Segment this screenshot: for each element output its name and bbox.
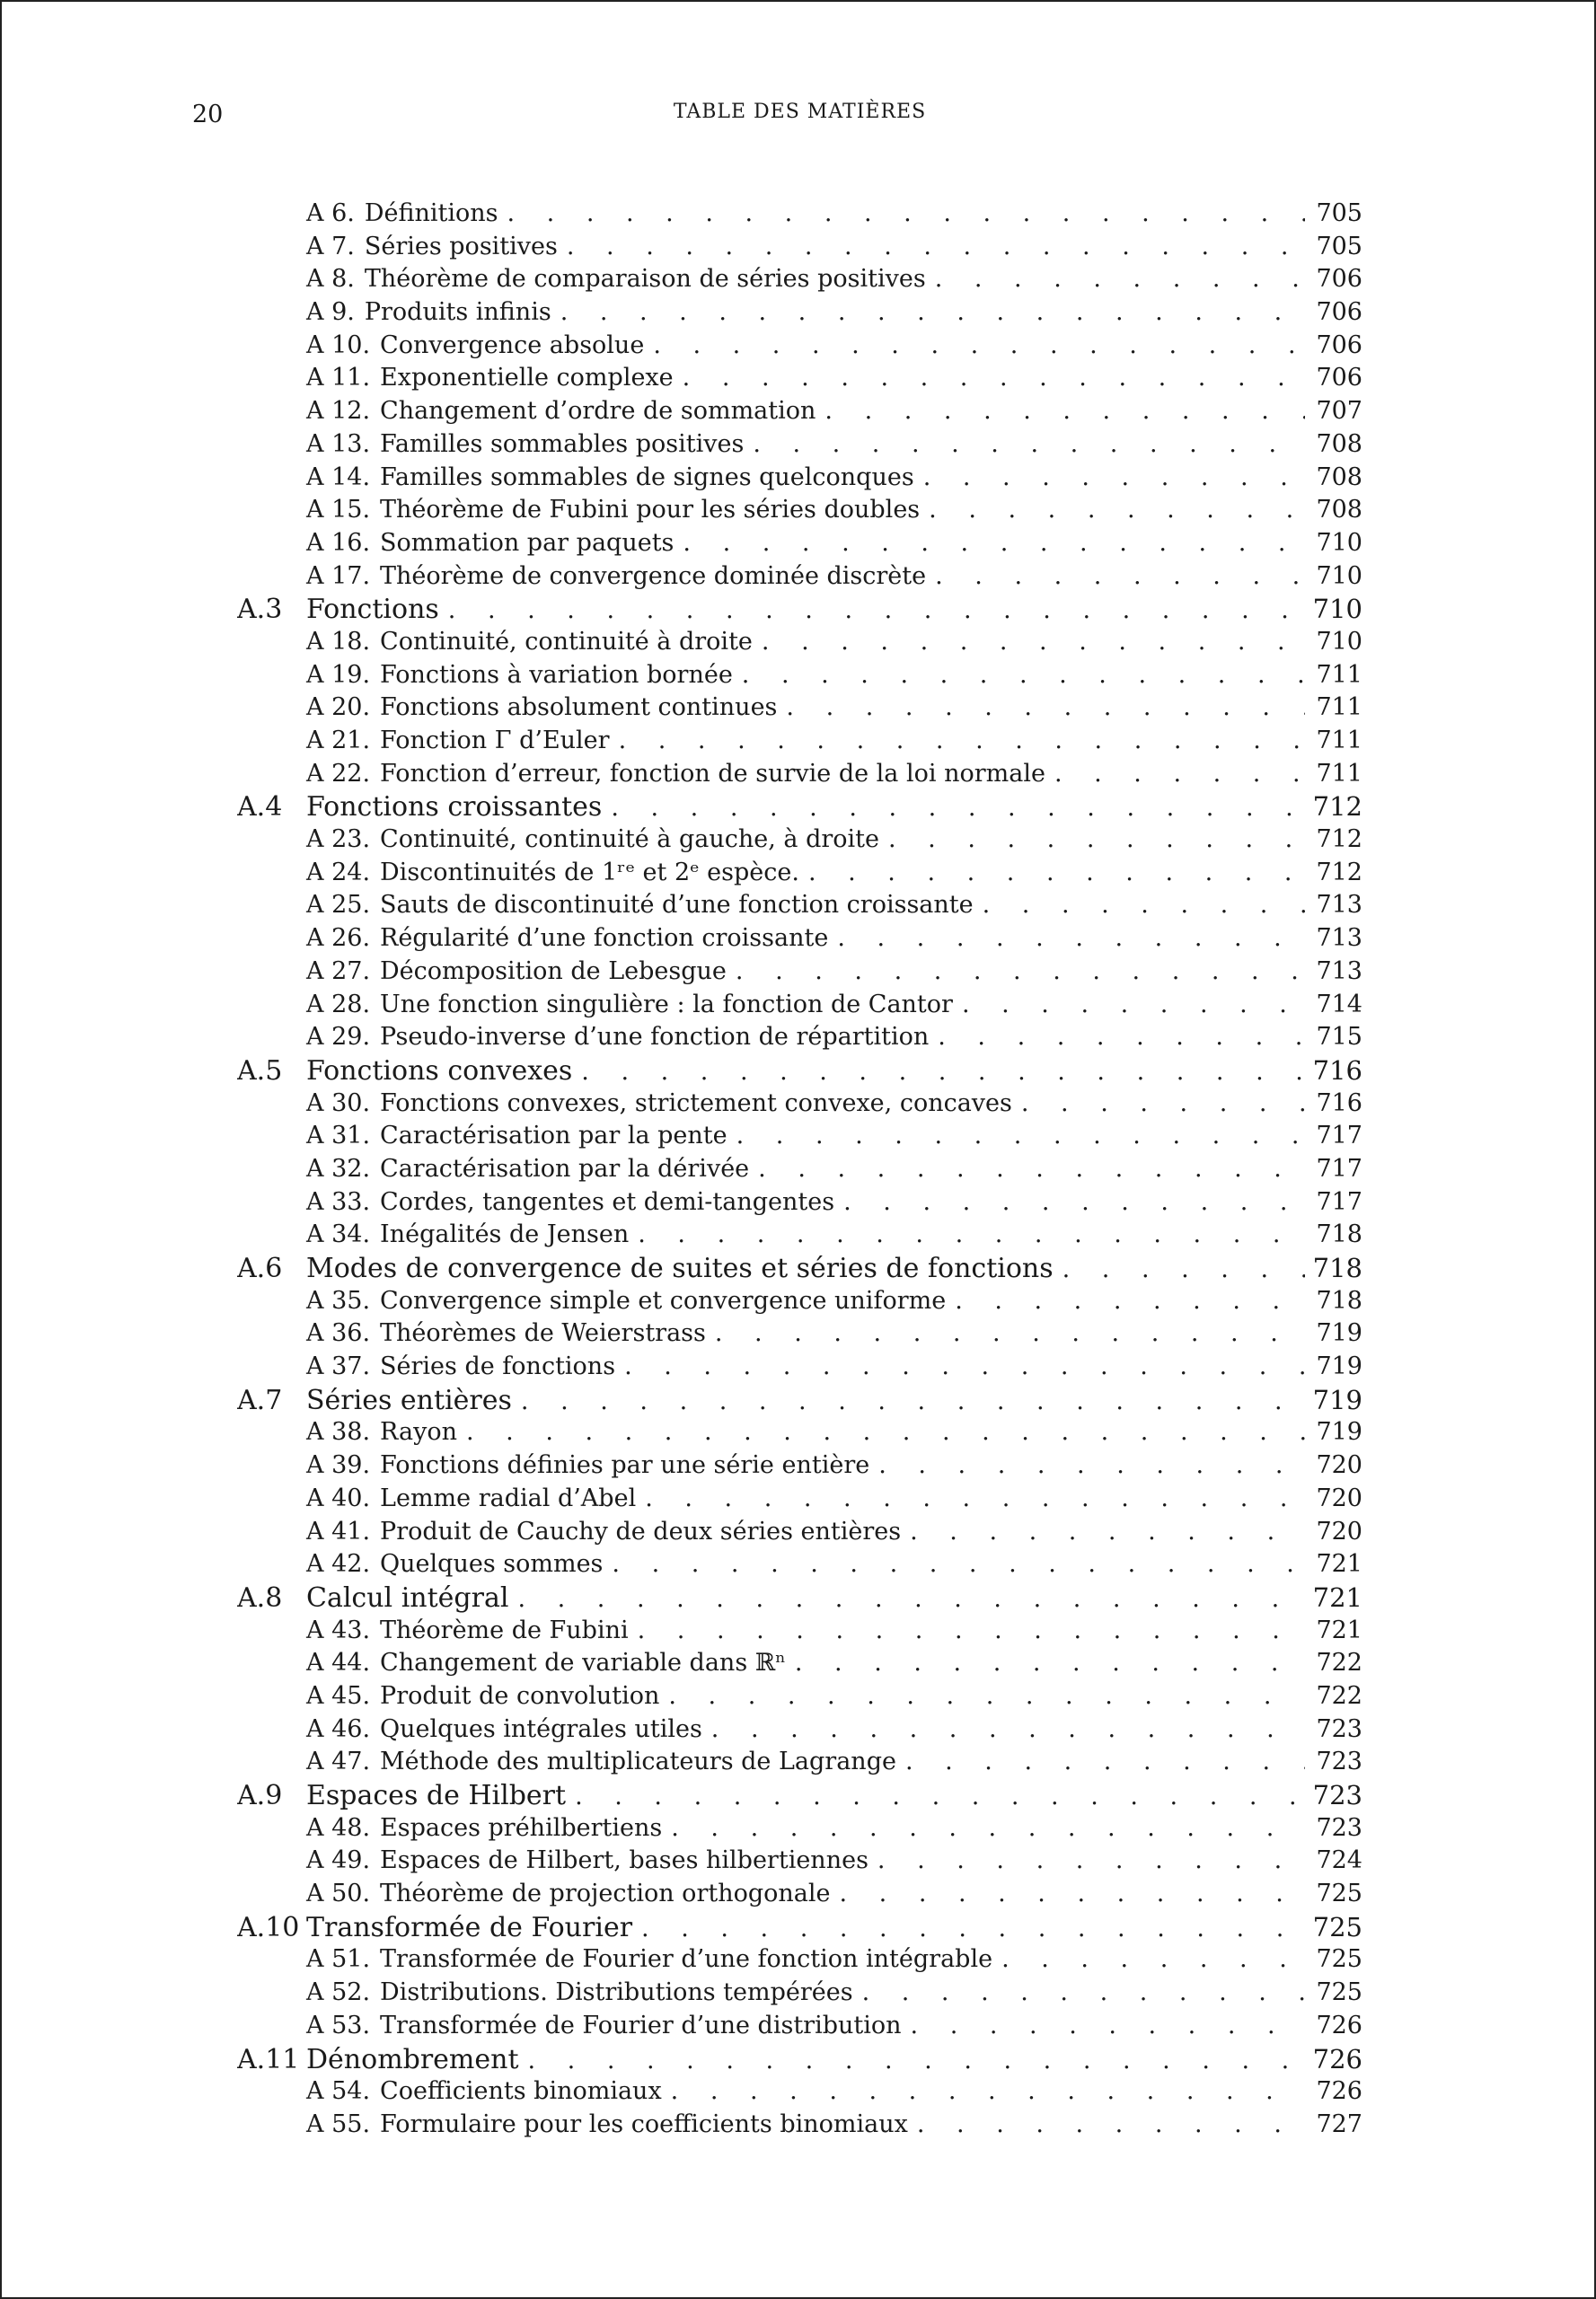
entry-page-number: 718 [1312,1253,1362,1283]
entry-page-number: 716 [1312,1054,1362,1086]
entry-number: A 44. [306,1649,371,1678]
dot-leader [758,1153,1305,1186]
entry-title: Familles sommables positives [380,429,745,458]
dot-leader [888,824,1305,857]
entry-number: A 20. [306,693,371,722]
entry-title: Convergence simple et convergence uniforme [380,1286,947,1315]
dot-leader [753,428,1305,462]
entry-title: Fonctions convexes, strictement convexe, concaves [380,1088,1012,1117]
entry-title: Produits infinis [364,298,551,327]
entry-number: A 32. [306,1154,371,1183]
entry-title: Théorème de Fubini [380,1616,629,1644]
dot-leader [877,1845,1305,1878]
entry-page-number: 718 [1316,1286,1362,1315]
dot-leader [715,1317,1305,1351]
entry-page-number: 707 [1316,397,1362,426]
entry-title: Caractérisation par la pente [380,1122,727,1150]
dot-leader [668,1680,1305,1713]
entry-number: A 41. [306,1517,371,1546]
dot-leader [910,1516,1305,1549]
entry-page-number: 705 [1316,199,1362,227]
entry-page-number: 722 [1316,1681,1362,1710]
entry-number: A 47. [306,1748,371,1776]
toc-section-entry [237,1384,1362,1417]
toc-subsection-entry [237,691,1362,725]
toc-subsection-entry [237,922,1362,956]
toc-subsection-entry [237,1285,1362,1318]
entry-title: Sommation par paquets [380,528,675,557]
toc-subsection-entry [237,1516,1362,1549]
entry-title: Transformée de Fourier d’une distribution [380,2011,902,2039]
entry-page-number: 717 [1316,1187,1362,1216]
toc-subsection-entry [237,1351,1362,1384]
dot-leader [736,1120,1305,1153]
entry-page-number: 710 [1312,594,1362,625]
toc-subsection-entry [237,626,1362,659]
entry-number: A 37. [306,1352,371,1381]
toc-subsection-entry [237,659,1362,692]
entry-title: Coefficients binomiaux [380,2077,662,2106]
entry-title: Quelques intégrales utiles [380,1714,702,1743]
entry-number: A.9 [237,1780,283,1811]
entry-page-number: 723 [1316,1813,1362,1842]
dot-leader [581,1056,1305,1088]
dot-leader [619,725,1305,758]
dot-leader [611,792,1305,824]
entry-page-number: 710 [1316,561,1362,590]
entry-number: A.5 [237,1054,283,1087]
entry-number: A 12. [306,397,371,426]
entry-number: A 33. [306,1187,371,1216]
entry-number: A 26. [306,924,371,953]
dot-leader [521,1386,1305,1417]
entry-number: A 51. [306,1945,371,1974]
toc-subsection-entry [237,758,1362,791]
dot-leader [786,691,1305,725]
toc-subsection-entry [237,231,1362,264]
dot-leader [808,857,1305,890]
entry-title: Fonctions définies par une série entière [380,1451,870,1480]
entry-page-number: 706 [1316,330,1362,359]
entry-title: Espaces de Hilbert, bases hilbertiennes [380,1846,869,1875]
entry-title: Familles sommables de signes quelconques [380,462,914,491]
entry-title: Définitions [364,199,498,227]
entry-number: A 10. [306,330,371,359]
entry-number: A 30. [306,1088,371,1117]
toc-subsection-entry [237,2010,1362,2043]
entry-title: Pseudo-inverse d’une fonction de répartition [380,1023,930,1052]
toc-section-entry [237,1252,1362,1285]
dot-leader [683,527,1305,560]
dot-leader [929,494,1305,527]
toc-subsection-entry [237,462,1362,495]
entry-number: A 39. [306,1451,371,1480]
entry-number: A 11. [306,364,371,392]
entry-page-number: 712 [1312,791,1362,823]
toc-subsection-entry [237,494,1362,527]
entry-page-number: 713 [1316,891,1362,920]
toc-subsection-entry [237,362,1362,395]
entry-number: A 50. [306,1880,371,1908]
entry-page-number: 724 [1316,1846,1362,1875]
entry-number: A 53. [306,2011,371,2039]
entry-number: A 9. [306,298,355,327]
toc-subsection-entry [237,725,1362,758]
entry-number: A 19. [306,660,371,689]
entry-page-number: 725 [1312,1911,1362,1942]
dot-leader [653,330,1305,363]
entry-page-number: 708 [1316,429,1362,458]
entry-page-number: 711 [1316,727,1362,754]
entry-page-number: 712 [1316,825,1362,854]
dot-leader [638,1219,1305,1252]
toc-subsection-entry [237,889,1362,922]
entry-number: A 7. [306,232,355,260]
entry-number: A.8 [237,1581,283,1614]
entry-title: Produit de Cauchy de deux séries entières [380,1517,902,1546]
entry-title: Modes de convergence de suites et séries de fonctions [306,1253,1054,1284]
entry-number: A 13. [306,429,371,458]
toc-subsection-entry [237,1812,1362,1845]
entry-title: Espaces préhilbertiens [380,1813,663,1842]
running-title: TABLE DES MATIÈRES [673,101,927,123]
entry-number: A 15. [306,496,371,524]
toc-subsection-entry [237,2109,1362,2142]
entry-page-number: 726 [1316,2077,1362,2106]
entry-title: Fonctions absolument continues [380,693,778,722]
toc-subsection-entry [237,330,1362,363]
entry-title: Décomposition de Lebesgue [380,956,727,985]
entry-title: Une fonction singulière : la fonction de Cantor [380,990,953,1018]
entry-page-number: 721 [1316,1550,1362,1579]
toc-subsection-entry [237,198,1362,231]
toc-subsection-entry [237,1317,1362,1351]
toc-section-entry [237,1054,1362,1088]
entry-title: Discontinuités de 1ʳᵉ et 2ᵉ espèce. [380,858,799,886]
dot-leader [645,1483,1305,1516]
entry-title: Espaces de Hilbert [306,1780,567,1811]
entry-page-number: 721 [1316,1616,1362,1644]
entry-number: A 55. [306,2110,371,2138]
dot-leader [935,560,1305,594]
dot-leader [742,659,1305,692]
entry-title: Caractérisation par la dérivée [380,1154,750,1183]
entry-number: A 52. [306,1978,371,2007]
entry-page-number: 727 [1316,2110,1362,2138]
entry-title: Fonctions convexes [306,1054,573,1087]
dot-leader [736,956,1305,989]
entry-number: A 27. [306,956,371,985]
entry-number: A 14. [306,462,371,491]
dot-leader [917,2109,1305,2142]
toc-subsection-entry [237,1416,1362,1449]
entry-page-number: 720 [1316,1484,1362,1512]
toc-subsection-entry [237,1120,1362,1153]
toc-section-entry [237,1911,1362,1944]
entry-number: A 35. [306,1286,371,1315]
toc-subsection-entry [237,989,1362,1022]
entry-title: Séries entières [306,1384,512,1416]
dot-leader [575,1781,1305,1812]
dot-leader [466,1416,1305,1449]
entry-number: A 46. [306,1714,371,1743]
entry-number: A 21. [306,727,371,754]
toc-section-entry [237,790,1362,824]
entry-number: A 28. [306,990,371,1018]
entry-title: Formulaire pour les coefficients binomiaux [380,2110,908,2138]
entry-number: A 31. [306,1122,371,1150]
toc-subsection-entry [237,296,1362,330]
entry-page-number: 711 [1316,693,1362,722]
entry-number: A.10 [237,1911,300,1943]
entry-page-number: 722 [1316,1649,1362,1678]
entry-number: A.3 [237,594,283,626]
entry-title: Changement d’ordre de sommation [380,397,816,426]
dot-leader [911,2010,1305,2043]
entry-page-number: 717 [1316,1154,1362,1183]
page-number: 20 [192,101,224,128]
toc-subsection-entry [237,1548,1362,1581]
entry-title: Inégalités de Jensen [380,1220,630,1249]
toc-subsection-entry [237,1746,1362,1779]
entry-page-number: 713 [1316,956,1362,985]
entry-number: A 48. [306,1813,371,1842]
entry-number: A 38. [306,1418,371,1447]
entry-page-number: 714 [1316,990,1362,1018]
toc-subsection-entry [237,1647,1362,1680]
entry-page-number: 708 [1316,496,1362,524]
entry-title: Séries positives [364,232,558,260]
toc-subsection-entry [237,956,1362,989]
entry-title: Fonctions croissantes [306,791,603,824]
toc-subsection-entry [237,527,1362,560]
dot-leader [683,362,1305,395]
toc-subsection-entry [237,1449,1362,1483]
toc-subsection-entry [237,395,1362,428]
dot-leader [905,1746,1305,1779]
entry-page-number: 711 [1316,660,1362,689]
toc-subsection-entry [237,1021,1362,1054]
entry-number: A 8. [306,265,355,294]
toc-subsection-entry [237,857,1362,890]
entry-number: A.11 [237,2043,300,2075]
dot-leader [795,1647,1305,1680]
entry-page-number: 710 [1316,627,1362,656]
entry-number: A 23. [306,825,371,854]
dot-leader [1063,1254,1305,1285]
entry-page-number: 705 [1316,232,1362,260]
dot-leader [923,462,1305,495]
entry-page-number: 706 [1316,298,1362,327]
dot-leader [507,198,1306,231]
entry-page-number: 723 [1312,1780,1362,1810]
entry-page-number: 725 [1316,1978,1362,2007]
entry-title: Exponentielle complexe [380,364,674,392]
dot-leader [517,1583,1305,1615]
toc-section-entry [237,1779,1362,1812]
dot-leader [1021,1088,1305,1121]
entry-title: Transformée de Fourier d’une fonction intégrable [380,1945,993,1974]
entry-title: Lemme radial d’Abel [380,1484,637,1512]
dot-leader [862,1977,1305,2010]
dot-leader [955,1285,1305,1318]
entry-number: A 6. [306,199,355,227]
entry-page-number: 720 [1316,1517,1362,1546]
entry-title: Théorème de convergence dominée discrète [380,561,927,590]
toc-subsection-entry [237,1845,1362,1878]
entry-page-number: 719 [1316,1418,1362,1447]
entry-number: A 40. [306,1484,371,1512]
entry-page-number: 706 [1316,265,1362,294]
entry-title: Continuité, continuité à droite [380,627,753,656]
dot-leader [448,595,1305,626]
dot-leader [638,1615,1305,1648]
entry-title: Calcul intégral [306,1581,509,1614]
entry-number: A 25. [306,891,371,920]
toc-section-entry [237,1581,1362,1615]
entry-page-number: 711 [1316,759,1362,788]
entry-title: Méthode des multiplicateurs de Lagrange [380,1748,896,1776]
dot-leader [671,1812,1305,1845]
dot-leader [938,1021,1305,1054]
entry-number: A 18. [306,627,371,656]
dot-leader [962,989,1305,1022]
entry-page-number: 717 [1316,1122,1362,1150]
entry-title: Fonction d’erreur, fonction de survie de la loi normale [380,759,1045,788]
entry-title: Fonctions [306,594,439,626]
dot-leader [641,1913,1305,1944]
entry-number: A 22. [306,759,371,788]
entry-number: A 34. [306,1220,371,1249]
entry-title: Continuité, continuité à gauche, à droite [380,825,879,854]
entry-number: A 54. [306,2077,371,2106]
entry-page-number: 726 [1312,2043,1362,2074]
toc-subsection-entry [237,560,1362,594]
entry-page-number: 716 [1316,1088,1362,1117]
toc-subsection-entry [237,2075,1362,2109]
entry-title: Régularité d’une fonction croissante [380,924,829,953]
dot-leader [824,395,1305,428]
toc-subsection-entry [237,1088,1362,1121]
entry-title: Fonction Γ d’Euler [380,727,610,754]
entry-number: A 29. [306,1023,371,1052]
toc-subsection-entry [237,1615,1362,1648]
table-of-contents [237,198,1362,2142]
entry-page-number: 723 [1316,1748,1362,1776]
toc-subsection-entry [237,1977,1362,2010]
entry-title: Séries de fonctions [380,1352,616,1381]
entry-page-number: 706 [1316,364,1362,392]
entry-number: A.4 [237,791,283,824]
dot-leader [983,889,1305,922]
dot-leader [878,1449,1305,1483]
dot-leader [839,1878,1305,1911]
entry-title: Quelques sommes [380,1550,604,1579]
entry-page-number: 710 [1316,528,1362,557]
entry-page-number: 719 [1316,1319,1362,1348]
entry-number: A 17. [306,561,371,590]
toc-subsection-entry [237,1219,1362,1252]
toc-section-entry [237,593,1362,626]
toc-subsection-entry [237,1713,1362,1747]
entry-title: Cordes, tangentes et demi-tangentes [380,1187,835,1216]
entry-title: Produit de convolution [380,1681,660,1710]
toc-subsection-entry [237,1483,1362,1516]
dot-leader [837,922,1305,956]
dot-leader [624,1351,1305,1384]
dot-leader [567,231,1305,264]
dot-leader [843,1186,1305,1220]
entry-number: A 45. [306,1681,371,1710]
dot-leader [1054,758,1305,791]
entry-title: Théorème de Fubini pour les séries doubles [380,496,921,524]
entry-number: A.6 [237,1253,283,1284]
toc-subsection-entry [237,824,1362,857]
entry-title: Changement de variable dans ℝⁿ [380,1649,786,1678]
entry-title: Distributions. Distributions tempérées [380,1978,853,2007]
toc-section-entry [237,2043,1362,2076]
dot-leader [762,626,1305,659]
entry-page-number: 720 [1316,1451,1362,1480]
dot-leader [560,296,1305,330]
entry-page-number: 715 [1316,1023,1362,1052]
entry-page-number: 708 [1316,462,1362,491]
entry-title: Rayon [380,1418,457,1447]
dot-leader [671,2075,1305,2109]
entry-page-number: 719 [1316,1352,1362,1381]
entry-page-number: 719 [1312,1384,1362,1415]
toc-subsection-entry [237,428,1362,462]
dot-leader [1001,1943,1305,1977]
entry-number: A.7 [237,1384,283,1416]
entry-page-number: 726 [1316,2011,1362,2039]
entry-title: Fonctions à variation bornée [380,660,733,689]
entry-number: A 36. [306,1319,371,1348]
entry-page-number: 725 [1316,1945,1362,1974]
toc-subsection-entry [237,263,1362,296]
entry-number: A 42. [306,1550,371,1579]
entry-page-number: 723 [1316,1714,1362,1743]
entry-number: A 16. [306,528,371,557]
entry-page-number: 725 [1316,1880,1362,1908]
entry-number: A 24. [306,858,371,886]
toc-subsection-entry [237,1943,1362,1977]
toc-subsection-entry [237,1186,1362,1220]
entry-page-number: 718 [1316,1220,1362,1249]
entry-title: Transformée de Fourier [306,1911,633,1943]
entry-page-number: 712 [1316,858,1362,886]
dot-leader [711,1713,1305,1747]
dot-leader [528,2045,1305,2076]
entry-page-number: 713 [1316,924,1362,953]
toc-subsection-entry [237,1153,1362,1186]
entry-title: Convergence absolue [380,330,645,359]
entry-title: Théorème de comparaison de séries positives [364,265,926,294]
dot-leader [612,1548,1305,1581]
entry-number: A 49. [306,1846,371,1875]
entry-title: Théorème de projection orthogonale [380,1880,831,1908]
toc-subsection-entry [237,1680,1362,1713]
entry-title: Sauts de discontinuité d’une fonction croissante [380,891,974,920]
toc-subsection-entry [237,1878,1362,1911]
dot-leader [935,263,1305,296]
entry-page-number: 721 [1312,1581,1362,1613]
entry-title: Dénombrement [306,2043,519,2075]
entry-title: Théorèmes de Weierstrass [380,1319,706,1348]
entry-number: A 43. [306,1616,371,1644]
